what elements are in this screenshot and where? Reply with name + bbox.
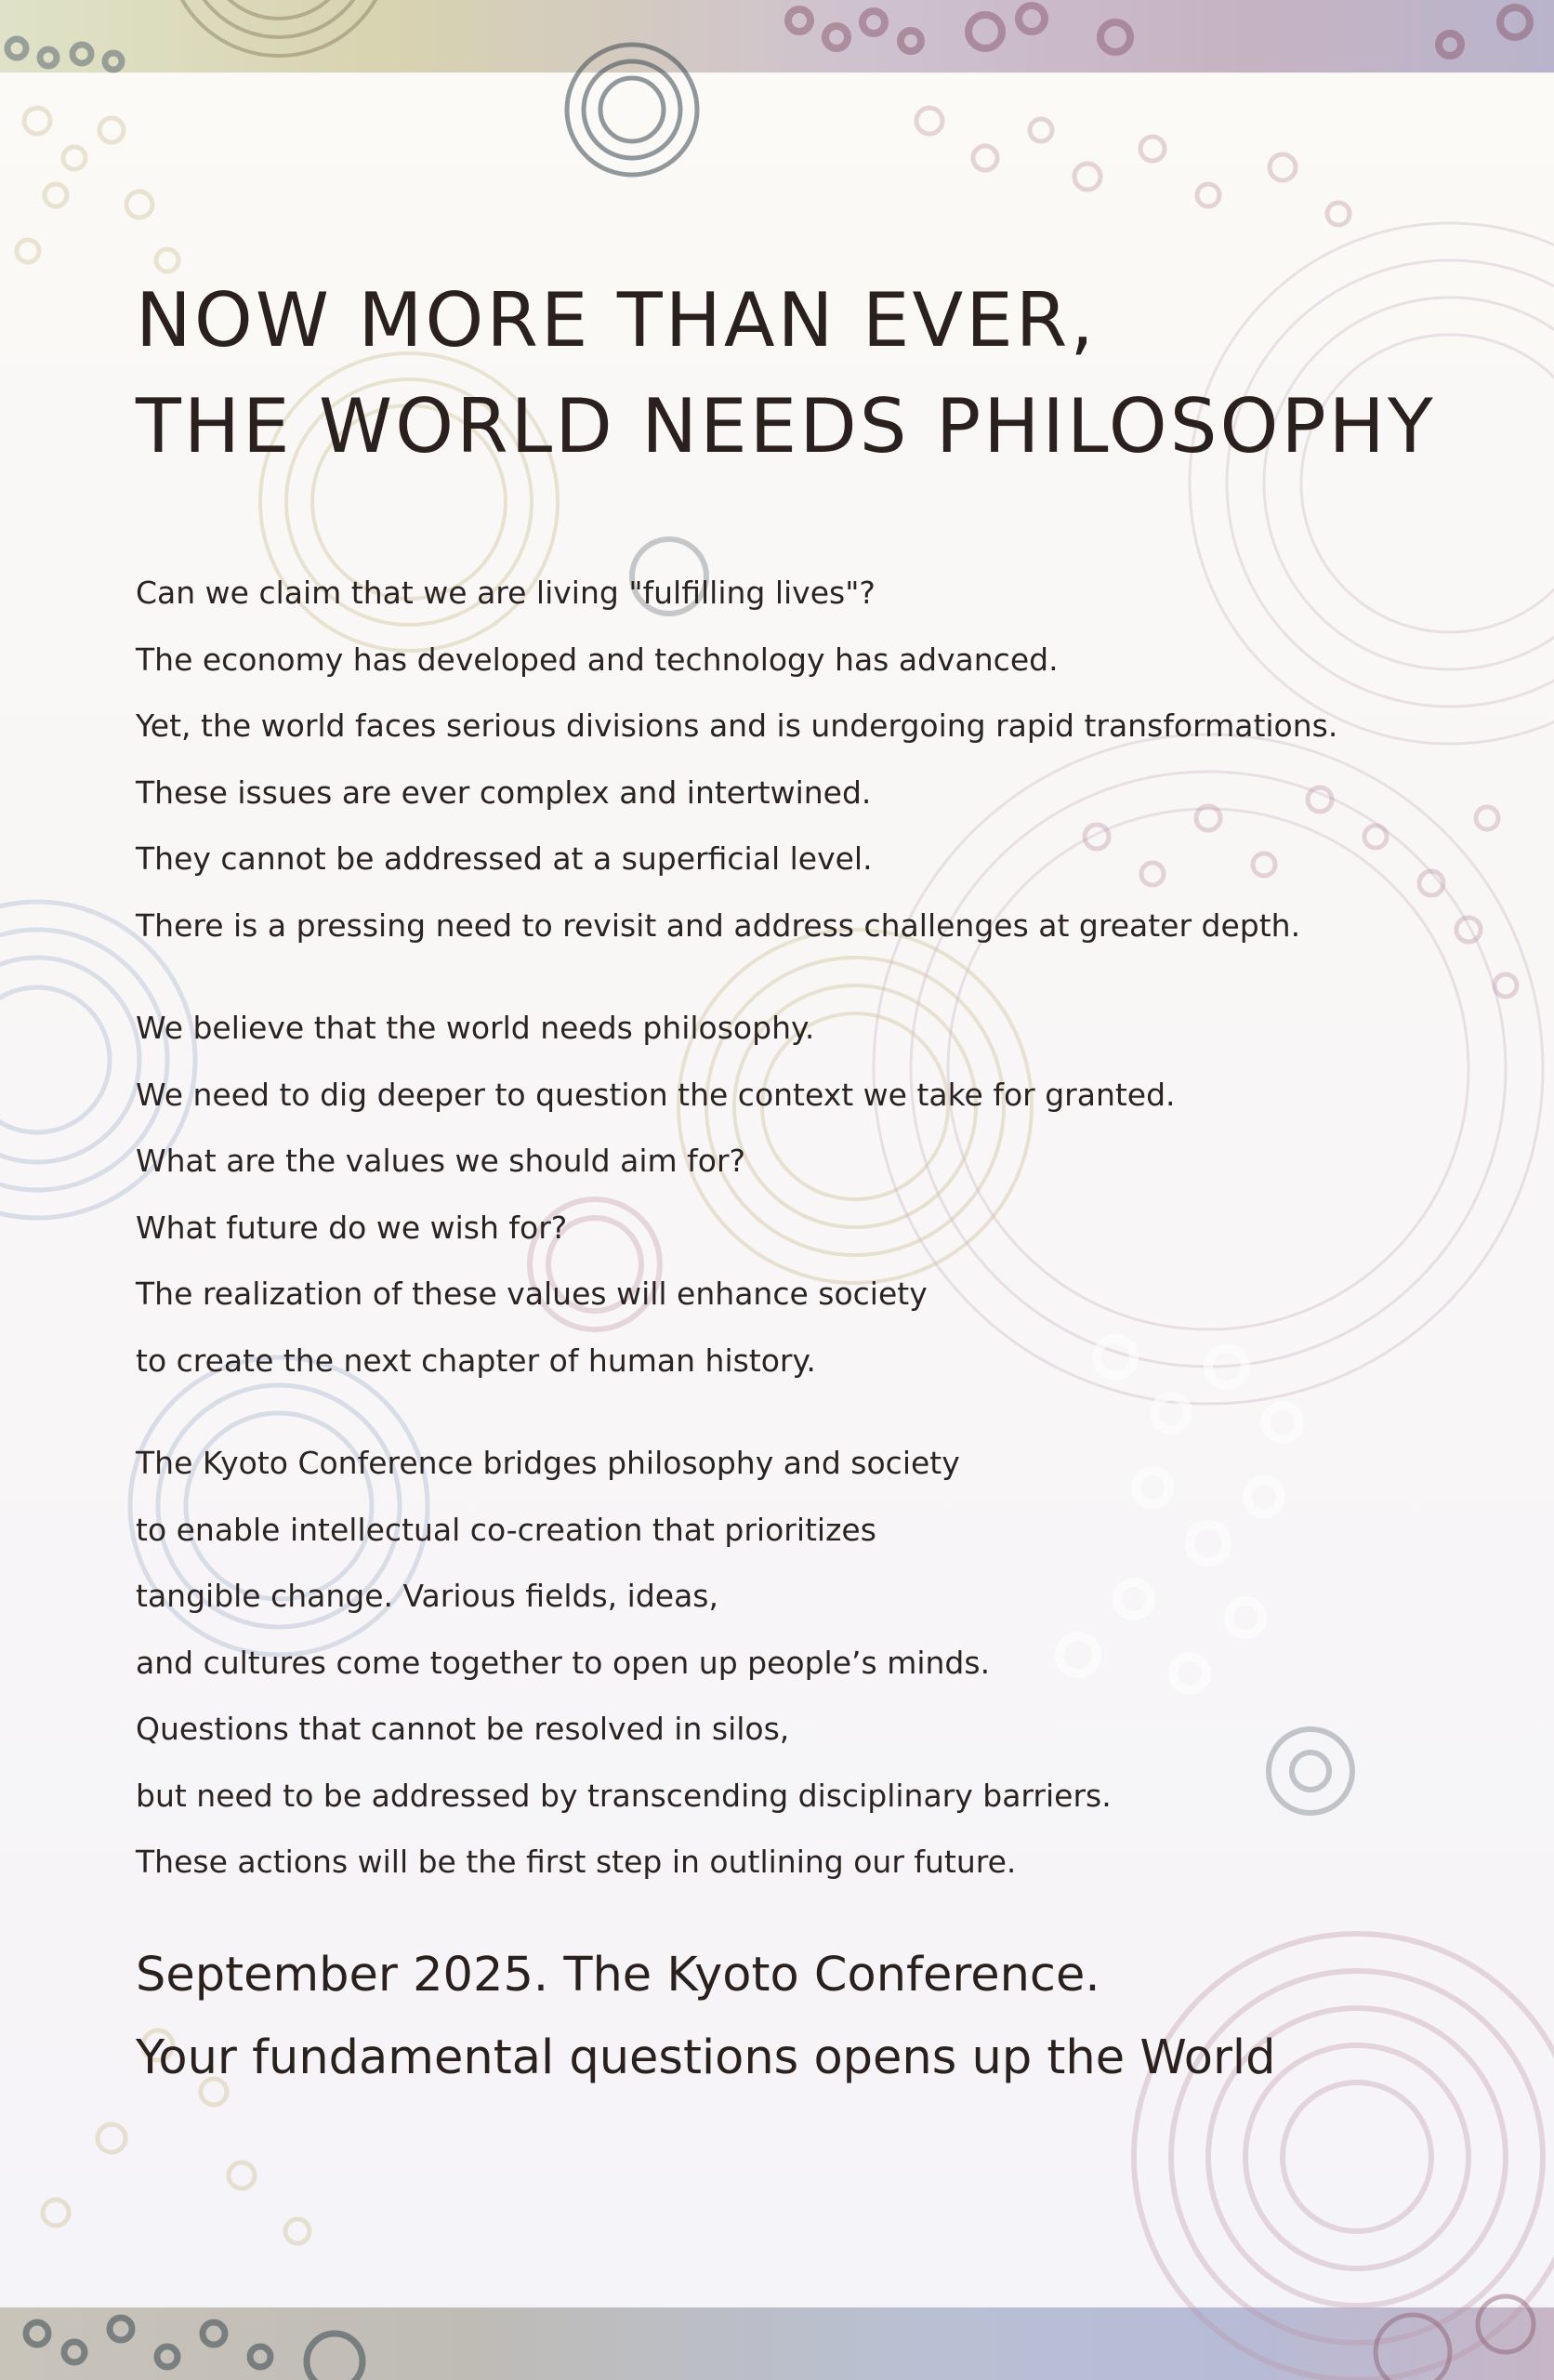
closing-line-2: Your fundamental questions opens up the World	[136, 2030, 1276, 2085]
bottom-pattern-strip	[0, 2306, 1554, 2380]
paragraph-1	[136, 560, 1337, 959]
closing-line-1: September 2025. The Kyoto Conference.	[136, 1948, 1100, 2003]
paragraph-line: The economy has developed and technology has advanced.	[136, 641, 1059, 678]
paragraph-2	[136, 995, 1176, 1394]
closing-statement	[136, 1934, 1275, 2099]
headline-line-2: THE WORLD NEEDS PHILOSOPHY	[136, 383, 1436, 469]
paragraph-line: We believe that the world needs philosophy.	[136, 1010, 815, 1046]
paragraph-line: The Kyoto Conference bridges philosophy and society	[136, 1445, 960, 1481]
paragraph-line: These actions will be the first step in outlining our future.	[136, 1844, 1017, 1880]
paragraph-line: Yet, the world faces serious divisions and is undergoing rapid transformations.	[136, 707, 1338, 744]
paragraph-line: Questions that cannot be resolved in silos,	[136, 1711, 790, 1747]
paragraph-line: but need to be addressed by transcending disciplinary barriers.	[136, 1777, 1112, 1814]
headline	[136, 268, 1436, 480]
headline-line-1: NOW MORE THAN EVER,	[136, 277, 1097, 364]
paragraph-line: to create the next chapter of human history.	[136, 1342, 816, 1379]
paragraph-line: The realization of these values will enhance society	[136, 1276, 928, 1312]
paragraph-line: What future do we wish for?	[136, 1209, 568, 1246]
paragraph-line: They cannot be addressed at a superficial level.	[136, 840, 873, 877]
paragraph-line: tangible change. Various fields, ideas,	[136, 1578, 718, 1614]
paragraph-line: There is a pressing need to revisit and address challenges at greater depth.	[136, 906, 1301, 944]
top-pattern-strip	[0, 0, 1554, 74]
paragraph-line: We need to dig deeper to question the context we take for granted.	[136, 1076, 1176, 1113]
paragraph-line: Can we claim that we are living "fulfilling lives"?	[136, 575, 876, 611]
paragraph-line: These issues are ever complex and intertwined.	[136, 774, 872, 811]
paragraph-line: What are the values we should aim for?	[136, 1143, 746, 1179]
paragraph-line: and cultures come together to open up people’s minds.	[136, 1644, 991, 1681]
paragraph-line: to enable intellectual co-creation that prioritizes	[136, 1511, 876, 1548]
paragraph-3	[136, 1430, 1112, 1896]
